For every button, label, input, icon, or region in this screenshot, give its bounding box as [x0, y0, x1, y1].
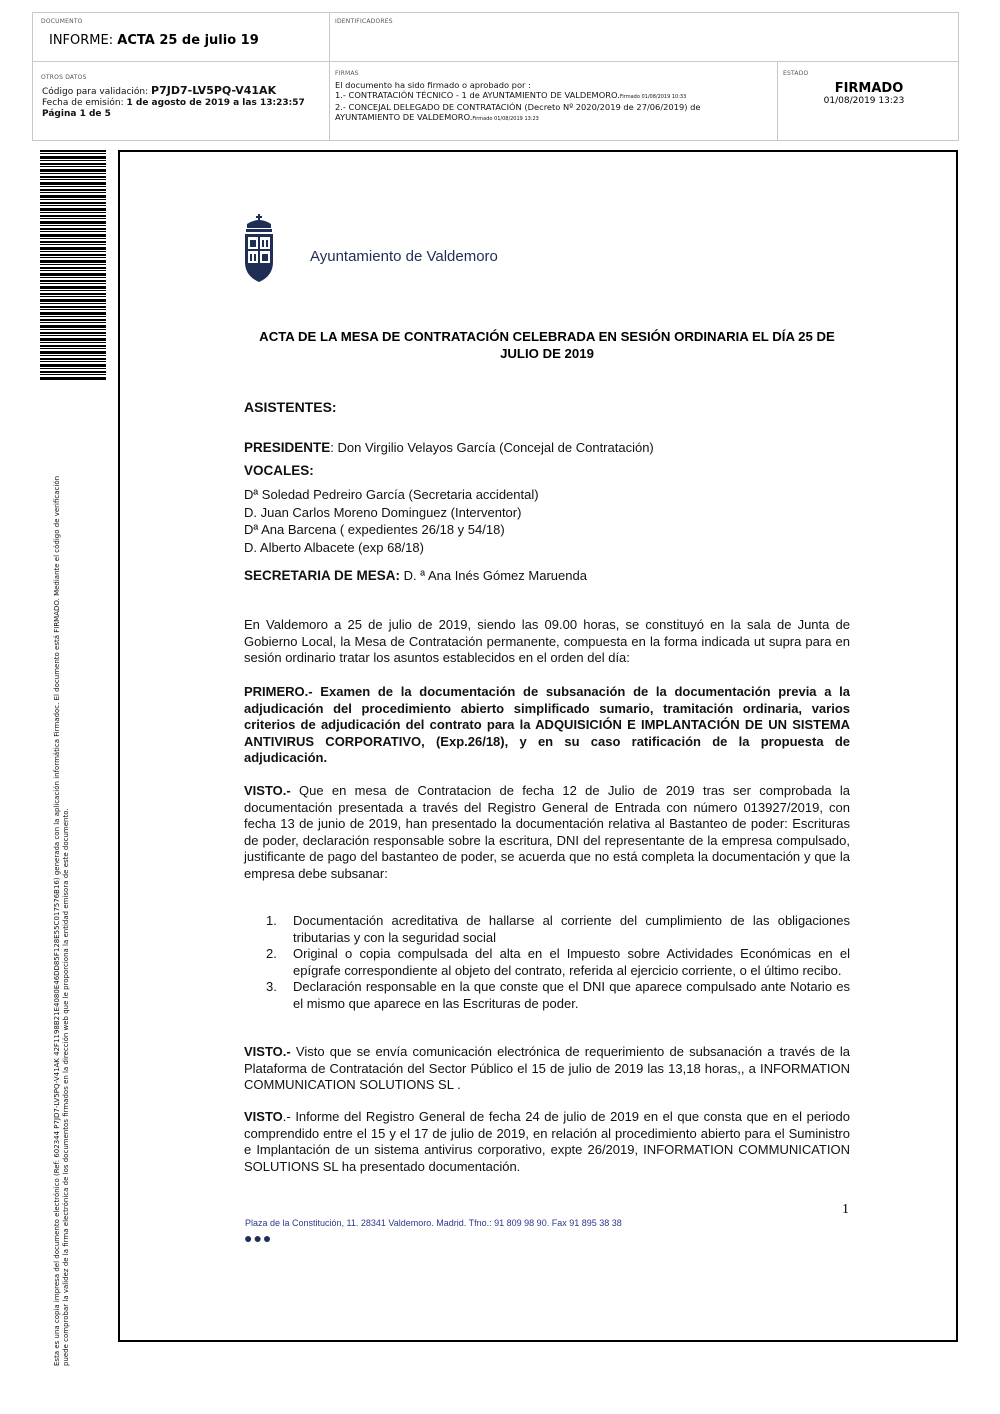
visto-1-paragraph: [244, 783, 850, 882]
visto-2-label: VISTO.-: [244, 1044, 291, 1059]
list-item-text: Declaración responsable en la que conste que el DNI que aparece compulsado ante Notario es el mismo que aparece en las Escrituras de poder.: [293, 979, 850, 1011]
documento-prefix: INFORME:: [49, 33, 114, 48]
firmas-intro: El documento ha sido firmado o aprobado por :: [335, 80, 531, 90]
list-item: [266, 979, 850, 1012]
list-item-number: 3.: [266, 979, 277, 994]
estado-date: 01/08/2019 13:23: [823, 96, 905, 106]
firma-2-line-a: 2.- CONCEJAL DELEGADO DE CONTRATACIÓN (Decreto Nº 2020/2019 de 27/06/2019) de: [335, 102, 701, 112]
estado-value: FIRMADO: [834, 81, 904, 96]
firmas-caption: FIRMAS: [335, 70, 359, 77]
org-name: Ayuntamiento de Valdemoro: [310, 248, 498, 265]
pagina-info: Página 1 de 5: [42, 109, 111, 119]
primero-paragraph: PRIMERO.- Examen de la documentación de subsanación de la documentación previa a la adjudicación del procedimiento abierto simplificado sumario, tramitación ordinaria, varios criterios de adjudicación del contrato para la ADQUISICIÓN E IMPLANTACIÓN DE UN SISTEMA ANTIVIRUS CORPORATIVO, (Exp.26/18), y en su caso ratificación de la propuesta de adjudicación.: [244, 684, 850, 765]
firma-1: [335, 90, 700, 102]
visto-2-paragraph: [244, 1044, 850, 1094]
identificadores-caption: IDENTIFICADORES: [335, 18, 393, 25]
list-item-number: 2.: [266, 946, 277, 961]
codigo-label: Código para validación:: [42, 87, 149, 97]
visto-3-paragraph: [244, 1109, 850, 1175]
list-item-text: Documentación acreditativa de hallarse al corriente del cumplimiento de las obligaciones tributarias y con la seguridad social: [293, 913, 850, 945]
side-legal-text: [53, 386, 71, 1366]
vocal-item: D. Juan Carlos Moreno Dominguez (Interventor): [244, 504, 522, 520]
validation-barcode: [40, 150, 106, 380]
secretaria-label: SECRETARIA DE MESA:: [244, 568, 401, 583]
estado-caption: ESTADO: [783, 70, 809, 77]
list-item-text: Original o copia compulsada del alta en el Impuesto sobre Actividades Económicas en el epígrafe correspondiente al objeto del contrato, referida al ejercicio corriente, o el último recibo.: [293, 946, 850, 978]
firma-2-stamp: Firmado 01/08/2019 13:23: [472, 116, 539, 122]
firma-2-text: AYUNTAMIENTO DE VALDEMORO.: [335, 112, 473, 122]
vocales-heading: VOCALES:: [244, 463, 314, 478]
side-legal-line-1: Esta es una copia impresa del documento electrónico (Ref: 602344 P7JD7-LV5PQ-V41AK 42F1198B21E4080E46DD85F128E55C017576B16) generada con la aplicación informática Firmadoc. El documento está FIRMADO. Mediante el código de verificación: [53, 475, 61, 1366]
visto-3-text: .- Informe del Registro General de fecha 24 de julio de 2019 en el que consta que en el periodo comprendido entre el 15 y el 17 de julio de 2019, en relación al procedimiento abierto para el Suministro e Implantación de un sistema antivirus corporativo, expte 26/2019, INFORMATION COMMUNICATION SOLUTIONS SL ha presentado documentación.: [244, 1109, 850, 1174]
list-item: [266, 913, 850, 946]
presidente-label: PRESIDENTE: [244, 440, 331, 455]
codigo-validacion: [42, 85, 305, 98]
vocales-list: [244, 486, 850, 556]
documento-title: [49, 33, 259, 48]
visto-2-text: Visto que se envía comunicación electrónica de requerimiento de subsanación a través de la Plataforma de Contratación del Sector Público el 15 de julio de 2019 las 13,18 horas,, a INFORMATION COMMUNICATION SOLUTIONS SL .: [244, 1044, 850, 1092]
page-number: 1: [842, 1202, 849, 1217]
secretaria-value: D. ª Ana Inés Gómez Maruenda: [400, 568, 587, 583]
firma-2-line-b: [335, 112, 700, 124]
footer-address: Plaza de la Constitución, 11. 28341 Valdemoro. Madrid. Tfno.: 91 809 98 90. Fax 91 895 38 38: [245, 1218, 622, 1228]
side-legal-line-2: puede comprobar la validez de la firma electrónica de los documentos firmados en la dirección web que le proporciona la entidad emisora de este documento.: [62, 808, 70, 1366]
vocal-item: Dª Soledad Pedreiro García (Secretaria accidental): [244, 487, 539, 502]
codigo-value: P7JD7-LV5PQ-V41AK: [151, 84, 277, 97]
secretaria-line: [244, 568, 850, 585]
footer-dots: ●●●: [244, 1230, 273, 1246]
header-identificadores-box: [329, 12, 959, 62]
header-firmas-box: [329, 61, 778, 141]
document-title: ACTA DE LA MESA DE CONTRATACIÓN CELEBRADA EN SESIÓN ORDINARIA EL DÍA 25 DE JULIO DE 2019: [259, 329, 835, 361]
list-item-number: 1.: [266, 913, 277, 928]
visto-1-text: Que en mesa de Contratacion de fecha 12 de Julio de 2019 tras ser comprobada la documentación presentada a través del Registro General de Entrada con número 013927/2019, con fecha 13 de junio de 2019, han presentado la documentación relativa al Bastanteo de poder: Escrituras de poder, declaración responsable sobre la escritura, DNI del representante de la empresa compulsado, justificante de pago del bastanteo de poder, se acuerda que no está completa la documentación y que la empresa debe subsanar:: [244, 783, 850, 881]
opening-paragraph: En Valdemoro a 25 de julio de 2019, siendo las 09.00 horas, se constituyó en la sala de Junta de Gobierno Local, la Mesa de Contratación permanente, compuesta en la forma indicada ut supra para en sesión ordinario tratar los asuntos establecidos en el orden del día:: [244, 617, 850, 665]
visto-3-label: VISTO: [244, 1109, 283, 1124]
fecha-label: Fecha de emisión:: [42, 98, 124, 108]
coat-of-arms-logo: [243, 210, 299, 290]
header-estado-box: [777, 61, 959, 141]
visto-1-label: VISTO.-: [244, 783, 291, 798]
otros-datos-caption: OTROS DATOS: [41, 74, 87, 81]
header-documento-box: [32, 12, 330, 62]
firma-1-stamp: Firmado 01/08/2019 10:33: [619, 94, 687, 100]
presidente-value: : Don Virgilio Velayos García (Concejal de Contratación): [330, 440, 654, 455]
documento-caption: DOCUMENTO: [41, 18, 83, 25]
header-otros-datos-box: [32, 61, 330, 141]
presidente-line: [244, 440, 850, 457]
list-item: [266, 946, 850, 979]
documento-value: ACTA 25 de julio 19: [117, 33, 259, 48]
fecha-value: 1 de agosto de 2019 a las 13:23:57: [126, 98, 305, 108]
subsanar-list: [266, 913, 850, 1012]
fecha-emision: [42, 98, 305, 109]
firma-1-text: 1.- CONTRATACIÓN TÉCNICO - 1 de AYUNTAMIENTO DE VALDEMORO.: [335, 90, 620, 100]
vocal-item: D. Alberto Albacete (exp 68/18): [244, 539, 424, 555]
vocal-item: Dª Ana Barcena ( expedientes 26/18 y 54/18): [244, 522, 505, 537]
asistentes-heading: ASISTENTES:: [244, 399, 337, 415]
